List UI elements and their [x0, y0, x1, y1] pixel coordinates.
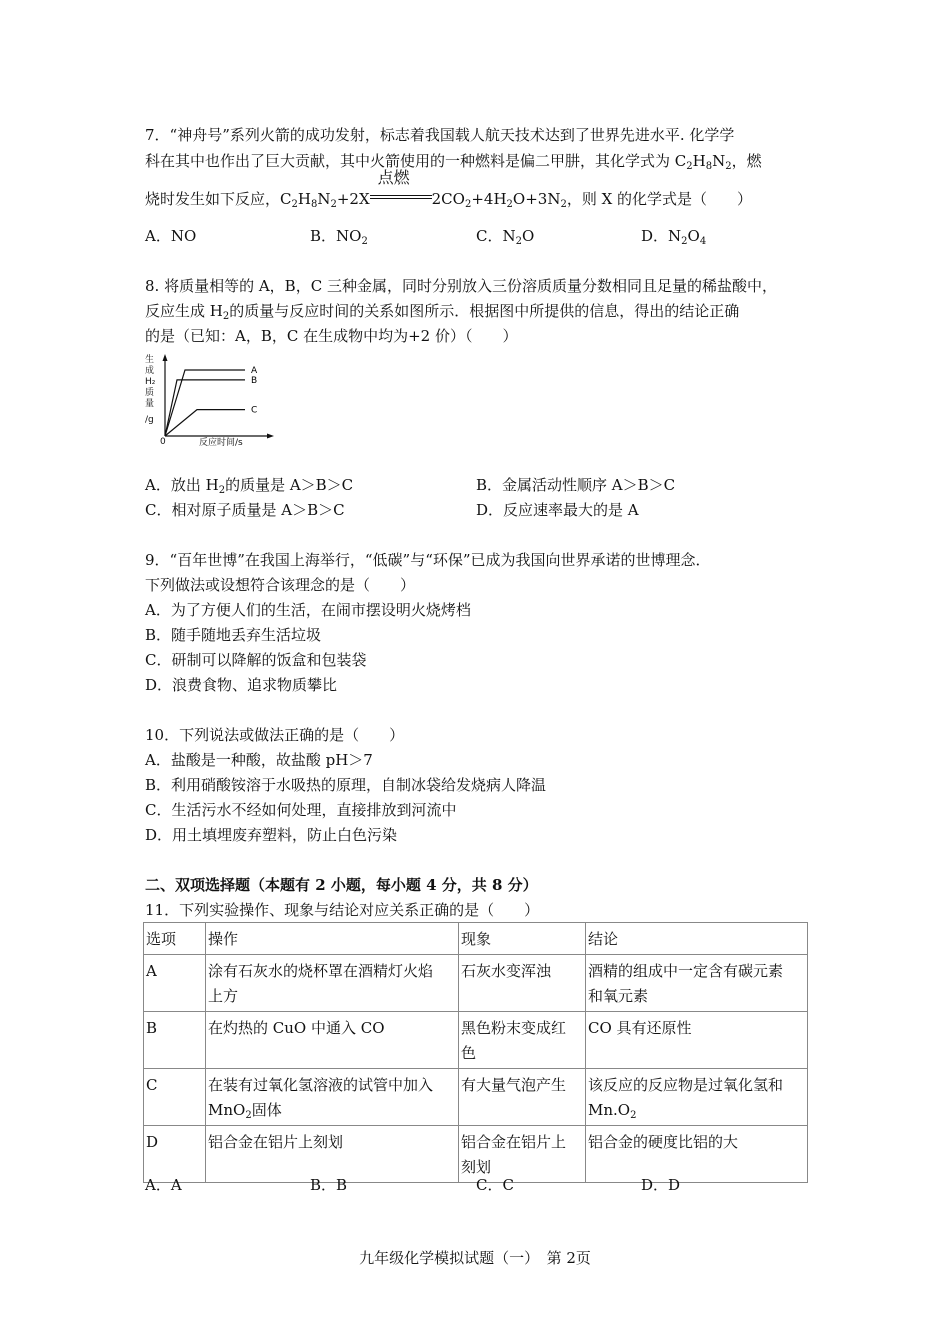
- q8-option-d[interactable]: D．反应速率最大的是 A: [476, 501, 639, 519]
- table-row: [144, 1012, 808, 1069]
- row-a-phenomenon: 石灰水变浑浊: [459, 955, 586, 1012]
- q8-line2: 反应生成 $H_2$的质量与反应时间的关系如图所示．根据图中所提供的信息，得出的结论正确: [145, 302, 740, 322]
- row-d-operation: 铝合金在铝片上刻划: [206, 1126, 459, 1183]
- reaction-arrow: [370, 168, 432, 204]
- x-axis-arrow: [267, 434, 274, 439]
- row-d-option: D: [144, 1126, 206, 1183]
- series-label-a: A: [251, 366, 258, 376]
- q7-line1: 7．“神舟号”系列火箭的成功发射，标志着我国载人航天技术达到了世界先进水平. 化学学: [145, 126, 735, 144]
- q9-line2: 下列做法或设想符合该理念的是（ ）: [145, 576, 416, 594]
- row-d-phenomenon: 铝合金在铝片上 刻划: [459, 1126, 586, 1183]
- q7-option-c[interactable]: C．$N_2O$: [476, 227, 535, 247]
- row-c-operation: 在装有过氧化氢溶液的试管中加入 MnO$_2$固体: [206, 1069, 459, 1126]
- row-b-phenomenon: 黑色粉末变成红 色: [459, 1012, 586, 1069]
- q8-line3: 的是（已知：A，B，C 在生成物中均为+2 价）（ ）: [145, 327, 518, 345]
- h2-mass-chart: [141, 352, 279, 454]
- y-label-char-6: /g: [145, 415, 154, 425]
- table-row: [144, 1069, 808, 1126]
- q10-line1: 10．下列说法或做法正确的是（ ）: [145, 726, 405, 744]
- row-b-operation: 在灼热的 CuO 中通入 CO: [206, 1012, 459, 1069]
- q9-option-c[interactable]: C．研制可以降解的饭盒和包装袋: [145, 651, 367, 669]
- q11-line1: 11．下列实验操作、现象与结论对应关系正确的是（ ）: [145, 901, 540, 919]
- row-c-phenomenon: 有大量气泡产生: [459, 1069, 586, 1126]
- q10-option-b[interactable]: B．利用硝酸铵溶于水吸热的原理，自制冰袋给发烧病人降温: [145, 776, 547, 794]
- y-axis-arrow: [163, 354, 168, 361]
- y-label-char-5: 量: [145, 399, 155, 409]
- q11-option-c[interactable]: C．C: [476, 1176, 514, 1194]
- x-axis-label: 反应时间/s: [199, 438, 243, 448]
- q7-equation-line: 烧时发生如下反应，$C_2H_8N_2+2X$ 点燃 $2CO_2+4H_2O+3N_2$，则 X 的化学式是（ ）: [145, 168, 753, 210]
- row-c-option: C: [144, 1069, 206, 1126]
- row-a-operation: 涂有石灰水的烧杯罩在酒精灯火焰 上方: [206, 955, 459, 1012]
- q7-option-d[interactable]: D．$N_2O_4$: [641, 227, 707, 247]
- header-operation: 操作: [206, 923, 459, 955]
- row-c-conclusion: 该反应的反应物是过氧化氢和 $Mn.O_2$: [586, 1069, 808, 1126]
- y-label-char-1: 生: [145, 355, 155, 365]
- q10-option-d[interactable]: D．用土填埋废弃塑料，防止白色污染: [145, 826, 398, 844]
- series-label-c: C: [251, 405, 258, 416]
- q7-option-b[interactable]: B．$NO_2$: [310, 227, 368, 247]
- y-label-char-3: H₂: [145, 377, 156, 387]
- q9-line1: 9．“百年世博”在我国上海举行，“低碳”与“环保”已成为我国向世界承诺的世博理念．: [145, 551, 711, 569]
- q8-option-b[interactable]: B．金属活动性顺序 A＞B＞C: [476, 476, 676, 494]
- q11-option-d[interactable]: D．D: [641, 1176, 681, 1194]
- series-line-c: [165, 410, 245, 436]
- q9-option-d[interactable]: D．浪费食物、追求物质攀比: [145, 676, 338, 694]
- q8-option-a[interactable]: A．放出 $H_2$的质量是 A＞B＞C: [145, 476, 354, 496]
- y-label-char-4: 质: [145, 388, 155, 398]
- q11-table: [143, 922, 808, 1183]
- y-label-char-2: 成: [145, 366, 155, 376]
- page-footer: 九年级化学模拟试题（一） 第 2页: [359, 1249, 591, 1267]
- q10-option-c[interactable]: C．生活污水不经如何处理，直接排放到河流中: [145, 801, 457, 819]
- row-d-conclusion: 铝合金的硬度比铝的大: [586, 1126, 808, 1183]
- header-conclusion: 结论: [586, 923, 808, 955]
- row-a-conclusion: 酒精的组成中一定含有碳元素 和氧元素: [586, 955, 808, 1012]
- q8-option-c[interactable]: C．相对原子质量是 A＞B＞C: [145, 501, 345, 519]
- q7-line2: 科在其中也作出了巨大贡献，其中火箭使用的一种燃料是偏二甲肼，其化学式为 $C_2H_8N_2$，燃: [145, 152, 762, 172]
- q7-option-a[interactable]: A．NO: [145, 227, 197, 245]
- q10-option-a[interactable]: A．盐酸是一种酸，故盐酸 pH＞7: [145, 751, 373, 769]
- header-option: 选项: [144, 923, 206, 955]
- origin-label: 0: [160, 437, 166, 447]
- table-row: [144, 1126, 808, 1183]
- row-b-conclusion: CO 具有还原性: [586, 1012, 808, 1069]
- q11-option-a[interactable]: A．A: [145, 1176, 182, 1194]
- q9-option-a[interactable]: A．为了方便人们的生活，在闹市摆设明火烧烤档: [145, 601, 471, 619]
- series-label-b: B: [251, 375, 258, 386]
- section-2-title: 二、双项选择题（本题有 2 小题，每小题 4 分，共 8 分）: [145, 876, 538, 894]
- row-a-option: A: [144, 955, 206, 1012]
- reaction-condition: 点燃: [377, 168, 410, 187]
- q11-option-b[interactable]: B．B: [310, 1176, 348, 1194]
- table-header-row: [144, 923, 808, 955]
- header-phenomenon: 现象: [459, 923, 586, 955]
- series-line-b: [165, 380, 245, 436]
- table-row: [144, 955, 808, 1012]
- row-b-option: B: [144, 1012, 206, 1069]
- q8-line1: 8. 将质量相等的 A，B，C 三种金属，同时分别放入三份溶质质量分数相同且足量的稀盐酸中，: [145, 277, 777, 295]
- q9-option-b[interactable]: B．随手随地丢弃生活垃圾: [145, 626, 322, 644]
